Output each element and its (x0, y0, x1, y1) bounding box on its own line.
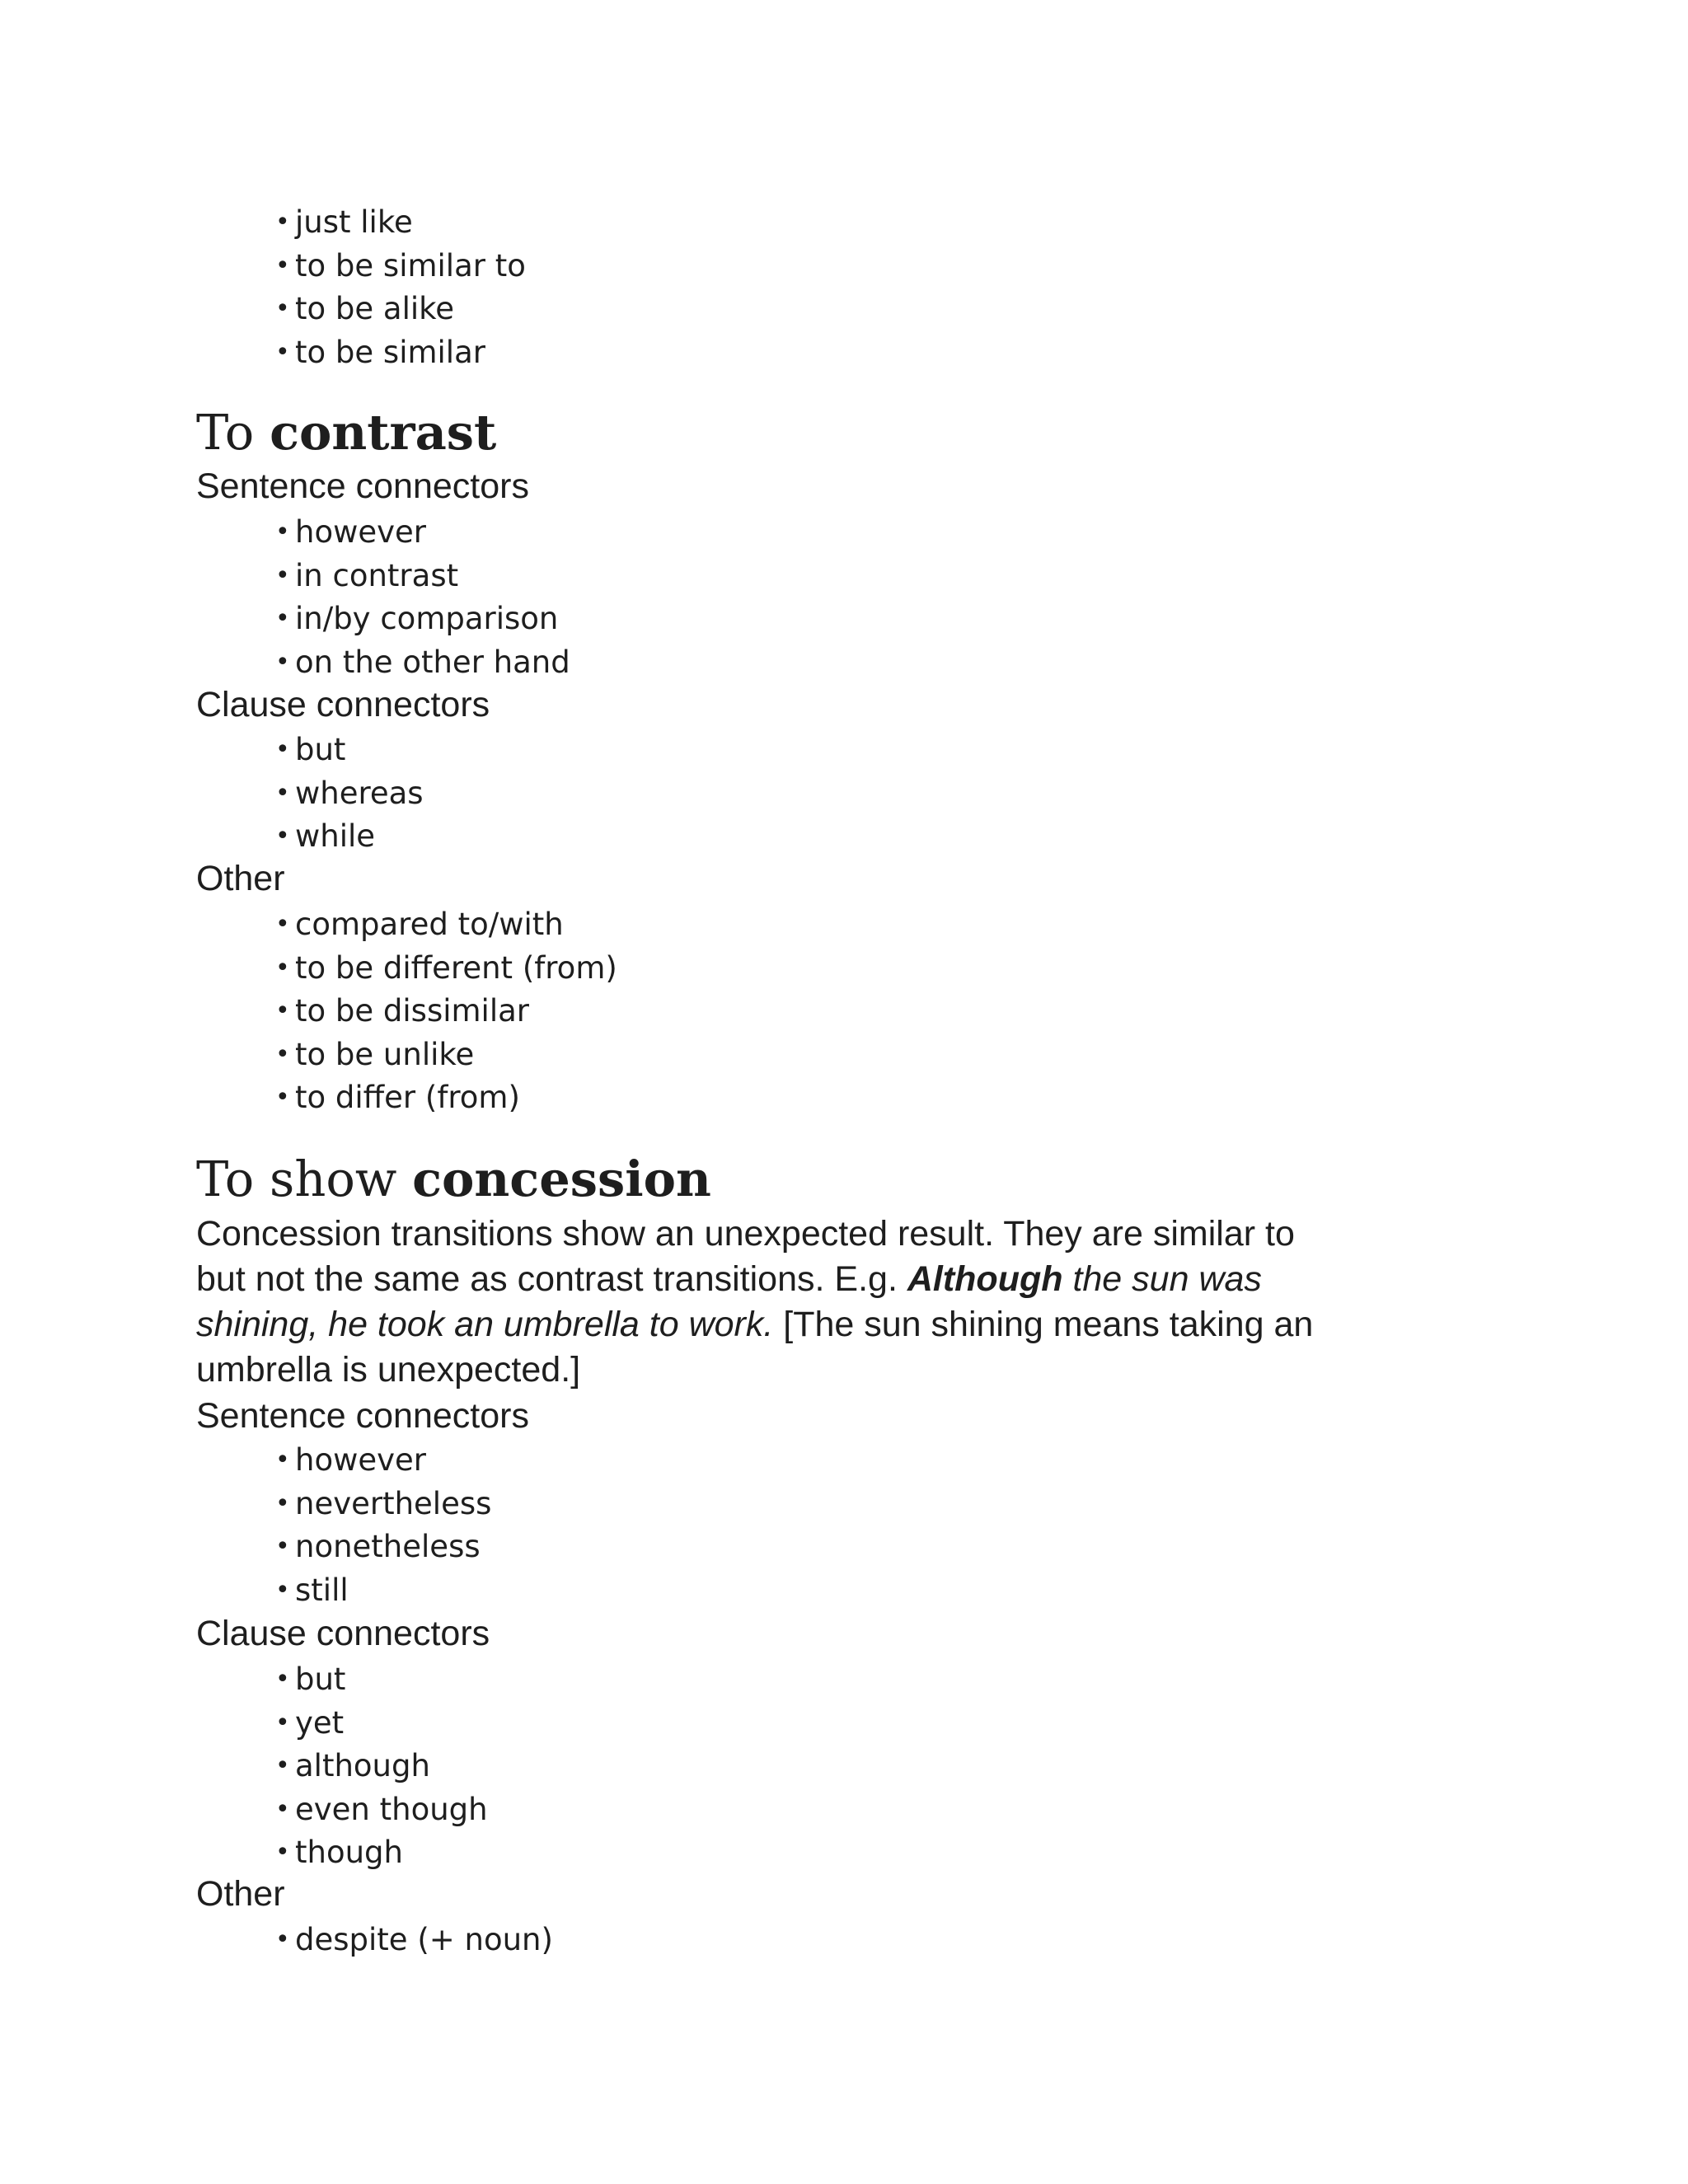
bullet-icon: • (275, 647, 290, 677)
list-item: • however (0, 511, 1688, 555)
concession-clause-list (0, 1658, 1688, 1875)
contrast-other-label: Other (196, 859, 285, 898)
contrast-heading: To contrast (196, 404, 497, 461)
bullet-icon: • (275, 1488, 290, 1518)
contrast-sentence-label: Sentence connectors (196, 466, 529, 506)
list-item: • yet (0, 1702, 1688, 1746)
bullet-icon: • (275, 1575, 290, 1605)
contrast-clause-list-block (0, 729, 1688, 859)
concession-clause-label: Clause connectors (196, 1614, 490, 1653)
bullet-icon: • (275, 953, 290, 982)
bullet-icon: • (275, 1532, 290, 1561)
list-item: • on the other hand (0, 641, 1688, 685)
bullet-icon: • (275, 1039, 290, 1069)
bullet-icon: • (275, 1446, 290, 1474)
bullet-icon: • (275, 208, 290, 237)
contrast-sentence-list (0, 511, 1688, 684)
concession-other-list (0, 1919, 1688, 1962)
list-item: • in/by comparison (0, 598, 1688, 641)
bullet-icon: • (275, 294, 290, 323)
list-item: • though (0, 1831, 1688, 1875)
list-item: • despite (+ noun) (0, 1919, 1688, 1962)
concession-sentence-label: Sentence connectors (196, 1396, 529, 1436)
example-italic-text: the sun was shining, he took an umbrella to work. (196, 1259, 1262, 1344)
contrast-clause-label: Clause connectors (196, 685, 490, 724)
concession-heading: To show concession (196, 1151, 711, 1207)
bullet-icon: • (275, 1083, 290, 1112)
list-item: • nevertheless (0, 1483, 1688, 1526)
bullet-icon: • (275, 822, 290, 851)
contrast-clause-list (0, 729, 1688, 859)
concession-sentence-list (0, 1439, 1688, 1612)
list-item: • however (0, 1439, 1688, 1483)
list-item: • nonetheless (0, 1526, 1688, 1569)
bullet-icon: • (275, 996, 290, 1025)
list-item: • in contrast (0, 555, 1688, 598)
bullet-icon: • (275, 1838, 290, 1867)
example-bold-word: Although (907, 1259, 1063, 1299)
bullet-icon: • (275, 1925, 290, 1954)
list-item: • but (0, 1658, 1688, 1702)
contrast-other-list (0, 903, 1688, 1120)
list-item: • to be dissimilar (0, 990, 1688, 1033)
bullet-icon: • (275, 560, 290, 590)
list-item: • even though (0, 1788, 1688, 1832)
contrast-sentence-list-block (0, 511, 1688, 684)
bullet-icon: • (275, 735, 290, 764)
list-item: • to differ (from) (0, 1076, 1688, 1120)
list-item: • compared to/with (0, 903, 1688, 947)
bullet-icon: • (275, 1794, 290, 1824)
similarity-tail-list-block (0, 201, 1688, 374)
list-item: • to be different (from) (0, 947, 1688, 991)
bullet-icon: • (275, 251, 290, 280)
bullet-icon: • (275, 604, 290, 633)
list-item: • to be unlike (0, 1033, 1688, 1077)
concession-sentence-list-block (0, 1439, 1688, 1612)
list-item: • but (0, 729, 1688, 772)
bullet-icon: • (275, 518, 290, 546)
bullet-icon: • (275, 1708, 290, 1737)
bullet-icon: • (275, 1751, 290, 1780)
concession-paragraph: Concession transitions show an unexpected result. They are similar to but not the same as contrast transitions. E.g. Although the sun was shining, he took an umbrella to work. [The sun shining means taking an umbrella is unexpected.] (196, 1214, 1314, 1390)
concession-clause-list-block (0, 1658, 1688, 1875)
similarity-tail-list (0, 201, 1688, 374)
list-item: • to be similar to (0, 245, 1688, 288)
concession-other-list-block (0, 1919, 1688, 1962)
list-item: • still (0, 1569, 1688, 1613)
bullet-icon: • (275, 778, 290, 808)
list-item: • to be alike (0, 288, 1688, 331)
list-item: • whereas (0, 772, 1688, 816)
bullet-icon: • (275, 1665, 290, 1694)
bullet-icon: • (275, 910, 290, 939)
concession-other-label: Other (196, 1874, 285, 1914)
list-item: • just like (0, 201, 1688, 245)
contrast-other-list-block (0, 903, 1688, 1120)
list-item: • although (0, 1745, 1688, 1788)
list-item: • to be similar (0, 331, 1688, 375)
bullet-icon: • (275, 337, 290, 367)
list-item: • while (0, 815, 1688, 859)
